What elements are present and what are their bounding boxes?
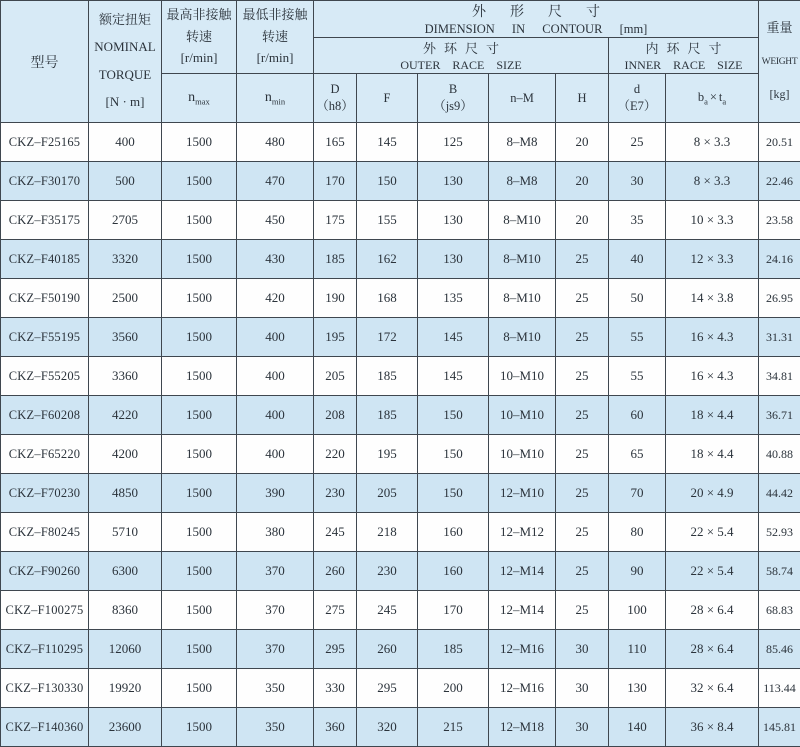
- cell-model: CKZ–F110295: [1, 630, 89, 669]
- cell-B: 150: [418, 396, 489, 435]
- col-header-nM: n–M: [489, 74, 556, 123]
- cell-H: 25: [556, 396, 609, 435]
- cell-nmin: 370: [237, 630, 314, 669]
- torque-header-zh: 额定扭矩: [89, 13, 161, 28]
- cell-bxt: 8 × 3.3: [666, 162, 759, 201]
- cell-d: 60: [609, 396, 666, 435]
- cell-nmin: 370: [237, 591, 314, 630]
- cell-nM: 12–M12: [489, 513, 556, 552]
- col-header-nmin-symbol: $n_{min}$: [237, 74, 314, 123]
- col-header-D: D （h8）: [314, 74, 357, 123]
- cell-bxt: 36 × 8.4: [666, 708, 759, 747]
- cell-F: 145: [357, 123, 418, 162]
- table-row: [1, 669, 800, 708]
- cell-torque: 3320: [89, 240, 162, 279]
- cell-weight: 36.71: [759, 396, 800, 435]
- cell-nM: 8–M10: [489, 318, 556, 357]
- group-header-dimension: [314, 1, 759, 38]
- inner-race-title-zh: 内环尺寸: [609, 38, 758, 57]
- cell-nM: 8–M10: [489, 279, 556, 318]
- cell-d: 50: [609, 279, 666, 318]
- cell-H: 25: [556, 357, 609, 396]
- cell-nM: 12–M18: [489, 708, 556, 747]
- cell-d: 100: [609, 591, 666, 630]
- cell-B: 130: [418, 162, 489, 201]
- torque-header-en1: NOMINAL: [89, 40, 161, 55]
- cell-B: 160: [418, 513, 489, 552]
- cell-d: 140: [609, 708, 666, 747]
- cell-weight: 145.81: [759, 708, 800, 747]
- cell-nmin: 400: [237, 396, 314, 435]
- cell-nmax: 1500: [162, 279, 237, 318]
- cell-nmin: 470: [237, 162, 314, 201]
- cell-nM: 12–M16: [489, 630, 556, 669]
- cell-weight: 113.44: [759, 669, 800, 708]
- col-header-F: F: [357, 74, 418, 123]
- cell-D: 165: [314, 123, 357, 162]
- cell-B: 135: [418, 279, 489, 318]
- cell-B: 200: [418, 669, 489, 708]
- cell-nM: 12–M14: [489, 552, 556, 591]
- cell-d: 110: [609, 630, 666, 669]
- cell-model: CKZ–F40185: [1, 240, 89, 279]
- cell-d: 35: [609, 201, 666, 240]
- cell-D: 275: [314, 591, 357, 630]
- cell-bxt: 18 × 4.4: [666, 396, 759, 435]
- cell-B: 150: [418, 435, 489, 474]
- cell-weight: 68.83: [759, 591, 800, 630]
- cell-nmin: 480: [237, 123, 314, 162]
- cell-D: 220: [314, 435, 357, 474]
- cell-D: 195: [314, 318, 357, 357]
- cell-d: 40: [609, 240, 666, 279]
- cell-F: 218: [357, 513, 418, 552]
- cell-nmax: 1500: [162, 162, 237, 201]
- cell-bxt: 16 × 4.3: [666, 357, 759, 396]
- cell-bxt: 14 × 3.8: [666, 279, 759, 318]
- cell-nmax: 1500: [162, 708, 237, 747]
- col-header-nmin-desc: [237, 1, 314, 74]
- cell-torque: 3560: [89, 318, 162, 357]
- cell-H: 25: [556, 474, 609, 513]
- cell-F: 245: [357, 591, 418, 630]
- cell-nmax: 1500: [162, 630, 237, 669]
- cell-torque: 3360: [89, 357, 162, 396]
- cell-model: CKZ–F100275: [1, 591, 89, 630]
- cell-nmin: 430: [237, 240, 314, 279]
- group-header-inner-race: [609, 38, 759, 74]
- nmin-header-zh2: 转速: [237, 30, 313, 45]
- cell-F: 295: [357, 669, 418, 708]
- outer-race-title-en: OUTER RACE SIZE: [314, 58, 608, 73]
- cell-d: 130: [609, 669, 666, 708]
- cell-nmax: 1500: [162, 201, 237, 240]
- cell-bxt: 10 × 3.3: [666, 201, 759, 240]
- cell-D: 170: [314, 162, 357, 201]
- cell-d: 70: [609, 474, 666, 513]
- col-header-nmax-symbol: $n_{max}$: [162, 74, 237, 123]
- dimension-title-en: DIMENSION IN CONTOUR: [425, 22, 603, 36]
- cell-nM: 12–M16: [489, 669, 556, 708]
- cell-model: CKZ–F90260: [1, 552, 89, 591]
- cell-weight: 58.74: [759, 552, 800, 591]
- cell-D: 260: [314, 552, 357, 591]
- cell-nmax: 1500: [162, 513, 237, 552]
- cell-B: 160: [418, 552, 489, 591]
- cell-d: 80: [609, 513, 666, 552]
- cell-bxt: 22 × 5.4: [666, 513, 759, 552]
- cell-torque: 23600: [89, 708, 162, 747]
- cell-bxt: 12 × 3.3: [666, 240, 759, 279]
- cell-model: CKZ–F80245: [1, 513, 89, 552]
- cell-weight: 22.46: [759, 162, 800, 201]
- cell-F: 172: [357, 318, 418, 357]
- table-row: [1, 123, 800, 162]
- cell-F: 168: [357, 279, 418, 318]
- cell-F: 320: [357, 708, 418, 747]
- dimension-title-zh: 外形尺寸: [314, 1, 758, 21]
- cell-model: CKZ–F130330: [1, 669, 89, 708]
- weight-header-zh: 重量: [759, 21, 800, 36]
- col-header-H: H: [556, 74, 609, 123]
- cell-D: 360: [314, 708, 357, 747]
- cell-weight: 52.93: [759, 513, 800, 552]
- cell-d: 55: [609, 318, 666, 357]
- cell-nmax: 1500: [162, 474, 237, 513]
- cell-model: CKZ–F55195: [1, 318, 89, 357]
- cell-H: 25: [556, 513, 609, 552]
- cell-F: 185: [357, 396, 418, 435]
- nmax-header-zh1: 最高非接触: [162, 8, 236, 23]
- cell-torque: 19920: [89, 669, 162, 708]
- cell-H: 25: [556, 435, 609, 474]
- inner-race-title-en: INNER RACE SIZE: [609, 58, 758, 73]
- cell-torque: 8360: [89, 591, 162, 630]
- cell-B: 185: [418, 630, 489, 669]
- cell-nmin: 380: [237, 513, 314, 552]
- cell-weight: 26.95: [759, 279, 800, 318]
- cell-D: 185: [314, 240, 357, 279]
- torque-header-en2: TORQUE: [89, 68, 161, 83]
- cell-D: 245: [314, 513, 357, 552]
- cell-model: CKZ–F35175: [1, 201, 89, 240]
- cell-D: 230: [314, 474, 357, 513]
- cell-B: 145: [418, 318, 489, 357]
- cell-F: 155: [357, 201, 418, 240]
- col-header-model: [1, 1, 89, 123]
- cell-F: 162: [357, 240, 418, 279]
- table-row: [1, 162, 800, 201]
- cell-torque: 4850: [89, 474, 162, 513]
- cell-model: CKZ–F55205: [1, 357, 89, 396]
- table-row: [1, 240, 800, 279]
- torque-header-unit: [N · m]: [89, 95, 161, 110]
- cell-nM: 10–M10: [489, 435, 556, 474]
- cell-H: 30: [556, 669, 609, 708]
- table-row: [1, 357, 800, 396]
- cell-nM: 8–M8: [489, 162, 556, 201]
- cell-model: CKZ–F25165: [1, 123, 89, 162]
- cell-bxt: 28 × 6.4: [666, 630, 759, 669]
- cell-weight: 24.16: [759, 240, 800, 279]
- cell-weight: 44.42: [759, 474, 800, 513]
- cell-weight: 31.31: [759, 318, 800, 357]
- dimension-unit: [mm]: [620, 22, 648, 36]
- cell-torque: 2705: [89, 201, 162, 240]
- table-row: [1, 318, 800, 357]
- cell-bxt: 16 × 4.3: [666, 318, 759, 357]
- table-row: [1, 552, 800, 591]
- nmin-header-unit: [r/min]: [237, 51, 313, 66]
- cell-torque: 6300: [89, 552, 162, 591]
- cell-H: 25: [556, 591, 609, 630]
- cell-D: 205: [314, 357, 357, 396]
- cell-D: 190: [314, 279, 357, 318]
- cell-B: 130: [418, 201, 489, 240]
- cell-F: 205: [357, 474, 418, 513]
- cell-F: 150: [357, 162, 418, 201]
- cell-d: 65: [609, 435, 666, 474]
- cell-nmax: 1500: [162, 357, 237, 396]
- cell-weight: 20.51: [759, 123, 800, 162]
- cell-torque: 5710: [89, 513, 162, 552]
- cell-nmax: 1500: [162, 318, 237, 357]
- cell-model: CKZ–F70230: [1, 474, 89, 513]
- cell-B: 170: [418, 591, 489, 630]
- table-row: [1, 201, 800, 240]
- cell-D: 175: [314, 201, 357, 240]
- cell-nmax: 1500: [162, 591, 237, 630]
- cell-nM: 10–M10: [489, 396, 556, 435]
- table-row: [1, 474, 800, 513]
- cell-nM: 8–M8: [489, 123, 556, 162]
- col-header-d: d （E7）: [609, 74, 666, 123]
- group-header-outer-race: [314, 38, 609, 74]
- cell-nmin: 390: [237, 474, 314, 513]
- cell-nmin: 350: [237, 669, 314, 708]
- cell-H: 30: [556, 708, 609, 747]
- table-header: [1, 1, 800, 123]
- cell-B: 130: [418, 240, 489, 279]
- col-header-nmax-desc: [162, 1, 237, 74]
- cell-nM: 12–M10: [489, 474, 556, 513]
- cell-H: 25: [556, 318, 609, 357]
- col-header-model-label: 型号: [31, 56, 59, 71]
- nmax-header-unit: [r/min]: [162, 51, 236, 66]
- cell-nmin: 400: [237, 357, 314, 396]
- col-header-weight: [759, 1, 800, 123]
- cell-F: 230: [357, 552, 418, 591]
- cell-H: 30: [556, 630, 609, 669]
- cell-nmax: 1500: [162, 396, 237, 435]
- cell-bxt: 32 × 6.4: [666, 669, 759, 708]
- cell-F: 260: [357, 630, 418, 669]
- cell-H: 20: [556, 162, 609, 201]
- table-row: [1, 435, 800, 474]
- cell-torque: 400: [89, 123, 162, 162]
- cell-nM: 8–M10: [489, 240, 556, 279]
- cell-nmax: 1500: [162, 552, 237, 591]
- cell-H: 25: [556, 552, 609, 591]
- cell-model: CKZ–F30170: [1, 162, 89, 201]
- cell-nmax: 1500: [162, 669, 237, 708]
- cell-B: 125: [418, 123, 489, 162]
- cell-weight: 23.58: [759, 201, 800, 240]
- cell-bxt: 28 × 6.4: [666, 591, 759, 630]
- cell-model: CKZ–F140360: [1, 708, 89, 747]
- cell-torque: 4220: [89, 396, 162, 435]
- table-row: [1, 708, 800, 747]
- cell-nmax: 1500: [162, 435, 237, 474]
- cell-nM: 8–M10: [489, 201, 556, 240]
- table-row: [1, 630, 800, 669]
- table-row: [1, 513, 800, 552]
- cell-D: 295: [314, 630, 357, 669]
- cell-B: 145: [418, 357, 489, 396]
- weight-header-en: WEIGHT: [759, 57, 800, 68]
- cell-torque: 4200: [89, 435, 162, 474]
- col-header-B: B （js9）: [418, 74, 489, 123]
- cell-F: 195: [357, 435, 418, 474]
- table-row: [1, 279, 800, 318]
- cell-bxt: 20 × 4.9: [666, 474, 759, 513]
- cell-nmin: 450: [237, 201, 314, 240]
- weight-header-unit: [kg]: [759, 88, 800, 102]
- nmax-header-zh2: 转速: [162, 30, 236, 45]
- cell-d: 55: [609, 357, 666, 396]
- cell-B: 215: [418, 708, 489, 747]
- cell-nmin: 420: [237, 279, 314, 318]
- cell-d: 25: [609, 123, 666, 162]
- cell-D: 330: [314, 669, 357, 708]
- cell-nmin: 350: [237, 708, 314, 747]
- nmin-header-zh1: 最低非接触: [237, 8, 313, 23]
- table-row: [1, 591, 800, 630]
- cell-nM: 10–M10: [489, 357, 556, 396]
- cell-F: 185: [357, 357, 418, 396]
- cell-d: 30: [609, 162, 666, 201]
- cell-weight: 40.88: [759, 435, 800, 474]
- cell-H: 20: [556, 201, 609, 240]
- outer-race-title-zh: 外环尺寸: [314, 38, 608, 57]
- cell-weight: 85.46: [759, 630, 800, 669]
- cell-torque: 2500: [89, 279, 162, 318]
- table-row: [1, 396, 800, 435]
- col-header-bxt: $b_a \times t_a$: [666, 74, 759, 123]
- cell-nM: 12–M14: [489, 591, 556, 630]
- cell-model: CKZ–F50190: [1, 279, 89, 318]
- cell-model: CKZ–F65220: [1, 435, 89, 474]
- cell-weight: 34.81: [759, 357, 800, 396]
- col-header-torque: [89, 1, 162, 123]
- cell-torque: 12060: [89, 630, 162, 669]
- cell-nmax: 1500: [162, 123, 237, 162]
- cell-D: 208: [314, 396, 357, 435]
- cell-bxt: 8 × 3.3: [666, 123, 759, 162]
- cell-H: 25: [556, 279, 609, 318]
- cell-H: 25: [556, 240, 609, 279]
- cell-nmin: 370: [237, 552, 314, 591]
- cell-bxt: 22 × 5.4: [666, 552, 759, 591]
- cell-nmin: 400: [237, 318, 314, 357]
- cell-nmin: 400: [237, 435, 314, 474]
- table-body: [1, 123, 800, 747]
- cell-bxt: 18 × 4.4: [666, 435, 759, 474]
- cell-B: 150: [418, 474, 489, 513]
- cell-nmax: 1500: [162, 240, 237, 279]
- cell-torque: 500: [89, 162, 162, 201]
- cell-d: 90: [609, 552, 666, 591]
- cell-model: CKZ–F60208: [1, 396, 89, 435]
- cell-H: 20: [556, 123, 609, 162]
